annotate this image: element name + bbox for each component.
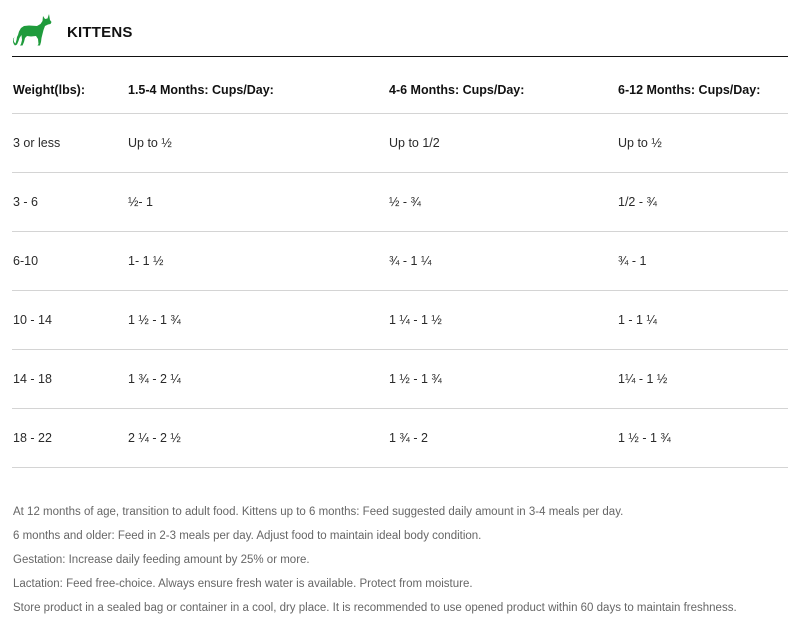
page-title: KITTENS <box>67 23 133 41</box>
weight-cell: 3 or less <box>12 114 127 173</box>
weight-cell: 6-10 <box>12 232 127 291</box>
cups-cell: ¾ - 1 <box>617 232 788 291</box>
cat-icon <box>12 13 54 47</box>
title-divider <box>12 56 788 57</box>
cups-cell: 1 ½ - 1 ¾ <box>617 409 788 468</box>
note-gestation: Gestation: Increase daily feeding amount by 25% or more. <box>13 554 310 566</box>
note-meals: 6 months and older: Feed in 2-3 meals per day. Adjust food to maintain ideal body condition. <box>13 530 482 542</box>
column-header-1-5-4-months: 1.5-4 Months: Cups/Day: <box>127 66 388 114</box>
cups-cell: 1- 1 ½ <box>127 232 388 291</box>
note-transition: At 12 months of age, transition to adult food. Kittens up to 6 months: Feed suggested daily amount in 3-4 meals per day. <box>13 506 624 518</box>
table-header-row <box>12 66 788 114</box>
table-row <box>12 291 788 350</box>
cups-cell: Up to 1/2 <box>388 114 617 173</box>
column-header-weight: Weight(lbs): <box>12 66 127 114</box>
table-row <box>12 173 788 232</box>
table-row <box>12 114 788 173</box>
note-lactation: Lactation: Feed free-choice. Always ensure fresh water is available. Protect from moisture. <box>13 578 473 590</box>
cups-cell: ½ - ¾ <box>388 173 617 232</box>
feeding-notes <box>13 500 788 620</box>
cups-cell: 1/2 - ¾ <box>617 173 788 232</box>
cups-cell: 1 ¾ - 2 ¼ <box>127 350 388 409</box>
cups-cell: 1 ¾ - 2 <box>388 409 617 468</box>
column-header-6-12-months: 6-12 Months: Cups/Day: <box>617 66 788 114</box>
feeding-table <box>12 66 788 468</box>
weight-cell: 3 - 6 <box>12 173 127 232</box>
note-storage: Store product in a sealed bag or container in a cool, dry place. It is recommended to use opened product within 60 days to maintain freshness. <box>13 602 737 614</box>
cups-cell: Up to ½ <box>127 114 388 173</box>
weight-cell: 14 - 18 <box>12 350 127 409</box>
table-row <box>12 409 788 468</box>
cups-cell: 2 ¼ - 2 ½ <box>127 409 388 468</box>
column-header-4-6-months: 4-6 Months: Cups/Day: <box>388 66 617 114</box>
cups-cell: 1 ½ - 1 ¾ <box>388 350 617 409</box>
cups-cell: 1¼ - 1 ½ <box>617 350 788 409</box>
weight-cell: 10 - 14 <box>12 291 127 350</box>
cups-cell: ½- 1 <box>127 173 388 232</box>
table-row <box>12 232 788 291</box>
weight-cell: 18 - 22 <box>12 409 127 468</box>
table-row <box>12 350 788 409</box>
cups-cell: 1 ½ - 1 ¾ <box>127 291 388 350</box>
cups-cell: ¾ - 1 ¼ <box>388 232 617 291</box>
cups-cell: Up to ½ <box>617 114 788 173</box>
cups-cell: 1 - 1 ¼ <box>617 291 788 350</box>
section-header <box>12 4 788 56</box>
cups-cell: 1 ¼ - 1 ½ <box>388 291 617 350</box>
